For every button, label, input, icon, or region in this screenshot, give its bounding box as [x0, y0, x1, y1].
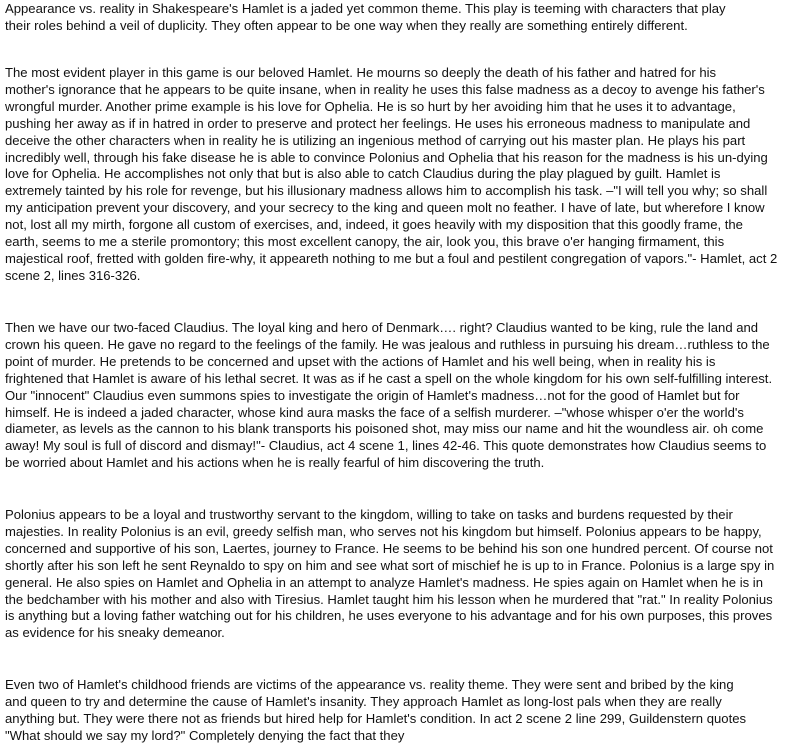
text-line: mother's ignorance that he appears to be quite insane, when in reality he uses this false madness as a decoy to avenge his father's	[5, 81, 765, 97]
text-line: shortly after his son left he sent Reynaldo to spy on him and see what sort of mischief he is up to in France. Polonius is a large spy in	[5, 557, 775, 573]
text-line: himself. He is indeed a jaded character, whose kind aura masks the face of a selfish murderer. –"whose whisper o'er the world's	[5, 404, 744, 420]
text-line: Then we have our two-faced Claudius. The loyal king and hero of Denmark…. right? Claudius wanted to be king, rule the land and	[5, 320, 759, 335]
text-line: Our "innocent" Claudius even summons spies to investigate the origin of Hamlet's madness…not for the good of Hamlet but for	[5, 387, 740, 403]
essay-paragraph	[5, 507, 774, 642]
text-line: Appearance vs. reality in Shakespeare's Hamlet is a jaded yet common theme. This play is teeming with characters that play	[5, 1, 726, 16]
essay-paragraph	[5, 1, 726, 35]
text-line: is anything but a loving father watching out for his children, he uses everyone to his advantage and for his own purposes, this proves	[5, 608, 773, 624]
essay-paragraph	[5, 677, 746, 745]
text-line: The most evident player in this game is our beloved Hamlet. He mourns so deeply the death of his father and hatred for his	[5, 65, 717, 80]
text-line: love for Ophelia. He accomplishes not only that but is also able to catch Claudius during the play plagued by guilt. Hamlet is	[5, 166, 721, 182]
text-line: extremely tainted by his role for revenge, but his illusionary madness allows him to accomplish his task. –"I will tell you why; so shall	[5, 183, 768, 199]
text-line: away! My soul is full of discord and dismay!"- Claudius, act 4 scene 1, lines 42-46. This quote demonstrates how Claudius seems to	[5, 438, 767, 454]
text-line: frightened that Hamlet is aware of his lethal secret. It was as if he cast a spell on the whole kingdom for his own self-fulfilling interest.	[5, 370, 773, 386]
text-line: their roles behind a veil of duplicity. They often appear to be one way when they really are something entirely different.	[5, 17, 688, 33]
text-line: not, lost all my mirth, forgone all custom of exercises, and, indeed, it goes heavily with my disposition that this goodly frame, the	[5, 217, 743, 233]
essay-paragraph	[5, 320, 772, 472]
text-line: point of murder. He pretends to be concerned and upset with the actions of Hamlet and his well being, when in reality his is	[5, 353, 716, 369]
text-line: earth, seems to me a sterile promontory; this most excellent canopy, the air, look you, this brave o'er hanging firmament, this	[5, 234, 725, 250]
text-line: Polonius appears to be a loyal and trustworthy servant to the kingdom, willing to take on tasks and burdens requested by their	[5, 507, 733, 522]
text-line: deceive the other characters when in reality he is utilizing an ingenious method of carrying out his master plan. He plays his part	[5, 132, 746, 148]
text-line: general. He also spies on Hamlet and Ophelia in an attempt to analyze Hamlet's madness. He spies again on Hamlet when he is in	[5, 574, 763, 590]
text-line: majesties. In reality Polonius is an evil, greedy selfish man, who serves not his kingdom but himself. Polonius appears to be happy,	[5, 523, 762, 539]
text-line: pushing her away as if in hatred in order to preserve and protect her feelings. He uses his erroneous madness to manipulate and	[5, 115, 751, 131]
text-line: incredibly well, through his fake disease he is able to convince Polonius and Ophelia that his reason for the madness is his un-dying	[5, 149, 768, 165]
text-line: the bedchamber with his mother and also with Tiresius. Hamlet taught him his lesson when he murdered that "rat." In reality Polonius	[5, 591, 773, 607]
text-line: scene 2, lines 316-326.	[5, 267, 141, 283]
text-line: "What should we say my lord?" Completely denying the fact that they	[5, 727, 405, 743]
text-line: Even two of Hamlet's childhood friends are victims of the appearance vs. reality theme. They were sent and bribed by the king	[5, 677, 734, 692]
text-line: anything but. They were there not as friends but hired help for Hamlet's condition. In act 2 scene 2 line 299, Guildenstern quotes	[5, 710, 747, 726]
text-line: diameter, as levels as the cannon to his blank transports his poisoned shot, may miss our name and hit the woundless air. oh come	[5, 421, 764, 437]
text-line: and queen to try and determine the cause of Hamlet's insanity. They approach Hamlet as long-lost pals when they are really	[5, 693, 722, 709]
text-line: majestical roof, fretted with golden fire-why, it appeareth nothing to me but a foul and pestilent congregation of vapors."- Hamlet, act 2	[5, 250, 778, 266]
text-line: my anticipation prevent your discovery, and your secrecy to the king and queen molt no feather. I have of late, but wherefore I know	[5, 200, 765, 216]
text-line: crown his queen. He gave no regard to the feelings of the family. He was jealous and ruthless in pursuing his dream…ruthless to the	[5, 336, 770, 352]
text-line: as evidence for his sneaky demeanor.	[5, 625, 225, 641]
text-line: be worried about Hamlet and his actions when he is really fearful of him discovering the truth.	[5, 455, 545, 471]
text-line: wrongful murder. Another prime example is his love for Ophelia. He is so hurt by her avoiding him that he uses it to advantage,	[5, 98, 736, 114]
essay-paragraph	[5, 65, 777, 285]
text-line: concerned and supportive of his son, Laertes, journey to France. He seems to be behind his son one hundred percent. Of course not	[5, 540, 773, 556]
